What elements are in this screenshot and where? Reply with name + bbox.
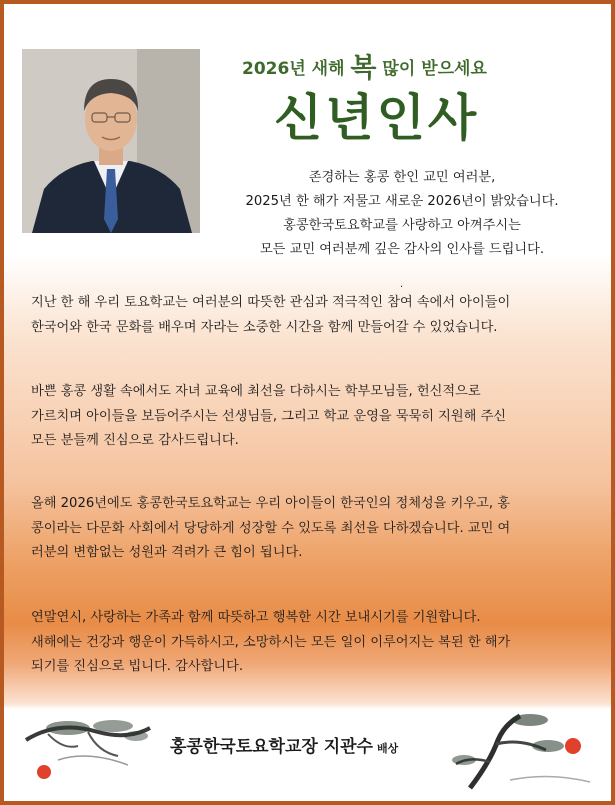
portrait-photo bbox=[22, 49, 200, 233]
signature-suffix: 배상 bbox=[376, 742, 399, 755]
paragraph-line: 한국어와 한국 문화를 배우며 자라는 소중한 시간을 함께 만들어갈 수 있었습니다. bbox=[31, 319, 498, 335]
paragraph-line: 모든 분들께 진심으로 감사드립니다. bbox=[31, 433, 239, 448]
intro-line: 2025년 한 해가 저물고 새로운 2026년이 밝았습니다. bbox=[245, 194, 559, 209]
paragraph-line: 콩이라는 다문화 사회에서 당당하게 성장할 수 있도록 최선을 다하겠습니다. 교민 여 bbox=[31, 520, 511, 536]
intro-block bbox=[202, 166, 602, 262]
paragraph-3 bbox=[31, 492, 606, 566]
subtitle-bok-character: 복 bbox=[350, 53, 377, 84]
paragraph-4 bbox=[31, 606, 606, 680]
subtitle-prefix: 2026년 새해 bbox=[242, 59, 351, 79]
paragraph-line: 올해 2026년에도 홍콩한국토요학교는 우리 아이들이 한국인의 정체성을 키우고, 홍 bbox=[31, 496, 510, 511]
ink-pine-painting-left bbox=[18, 710, 158, 790]
subtitle-suffix: 많이 받으세요 bbox=[376, 59, 487, 79]
paragraph-1 bbox=[31, 291, 606, 340]
paragraph-line: 연말연시, 사랑하는 가족과 함께 따뜻하고 행복한 시간 보내시기를 기원합니다. bbox=[31, 610, 481, 625]
intro-line: 존경하는 홍콩 한인 교민 여러분, bbox=[308, 170, 496, 185]
paragraph-2 bbox=[31, 380, 606, 454]
paragraph-line: 새해에는 건강과 행운이 가득하시고, 소망하시는 모든 일이 이루어지는 복된 한 해가 bbox=[31, 634, 511, 650]
paragraph-line: 지난 한 해 우리 토요학교는 여러분의 따뜻한 관심과 적극적인 참여 속에서 아이들이 bbox=[31, 295, 511, 310]
stray-dot: . bbox=[400, 279, 404, 290]
intro-line: 모든 교민 여러분께 깊은 감사의 인사를 드립니다. bbox=[259, 242, 545, 257]
paragraph-line: 바쁜 홍콩 생활 속에서도 자녀 교육에 최선을 다하시는 학부모님들, 헌신적으로 bbox=[31, 384, 481, 399]
paragraph-line: 러분의 변함없는 성원과 격려가 큰 힘이 됩니다. bbox=[31, 545, 303, 560]
signature bbox=[170, 732, 398, 757]
paragraph-line: 가르치며 아이들을 보듬어주시는 선생님들, 그리고 학교 운영을 묵묵히 지원해 주신 bbox=[31, 408, 507, 424]
page-title: 신년인사 bbox=[274, 89, 480, 147]
intro-line: 홍콩한국토요학교를 사랑하고 아껴주시는 bbox=[283, 218, 521, 233]
signature-name: 홍콩한국토요학교장 지관수 bbox=[170, 737, 373, 757]
paragraph-line: 되기를 진심으로 빕니다. 감사합니다. bbox=[31, 659, 244, 674]
ink-pine-painting-right bbox=[450, 710, 596, 790]
signature-footer bbox=[18, 710, 596, 790]
